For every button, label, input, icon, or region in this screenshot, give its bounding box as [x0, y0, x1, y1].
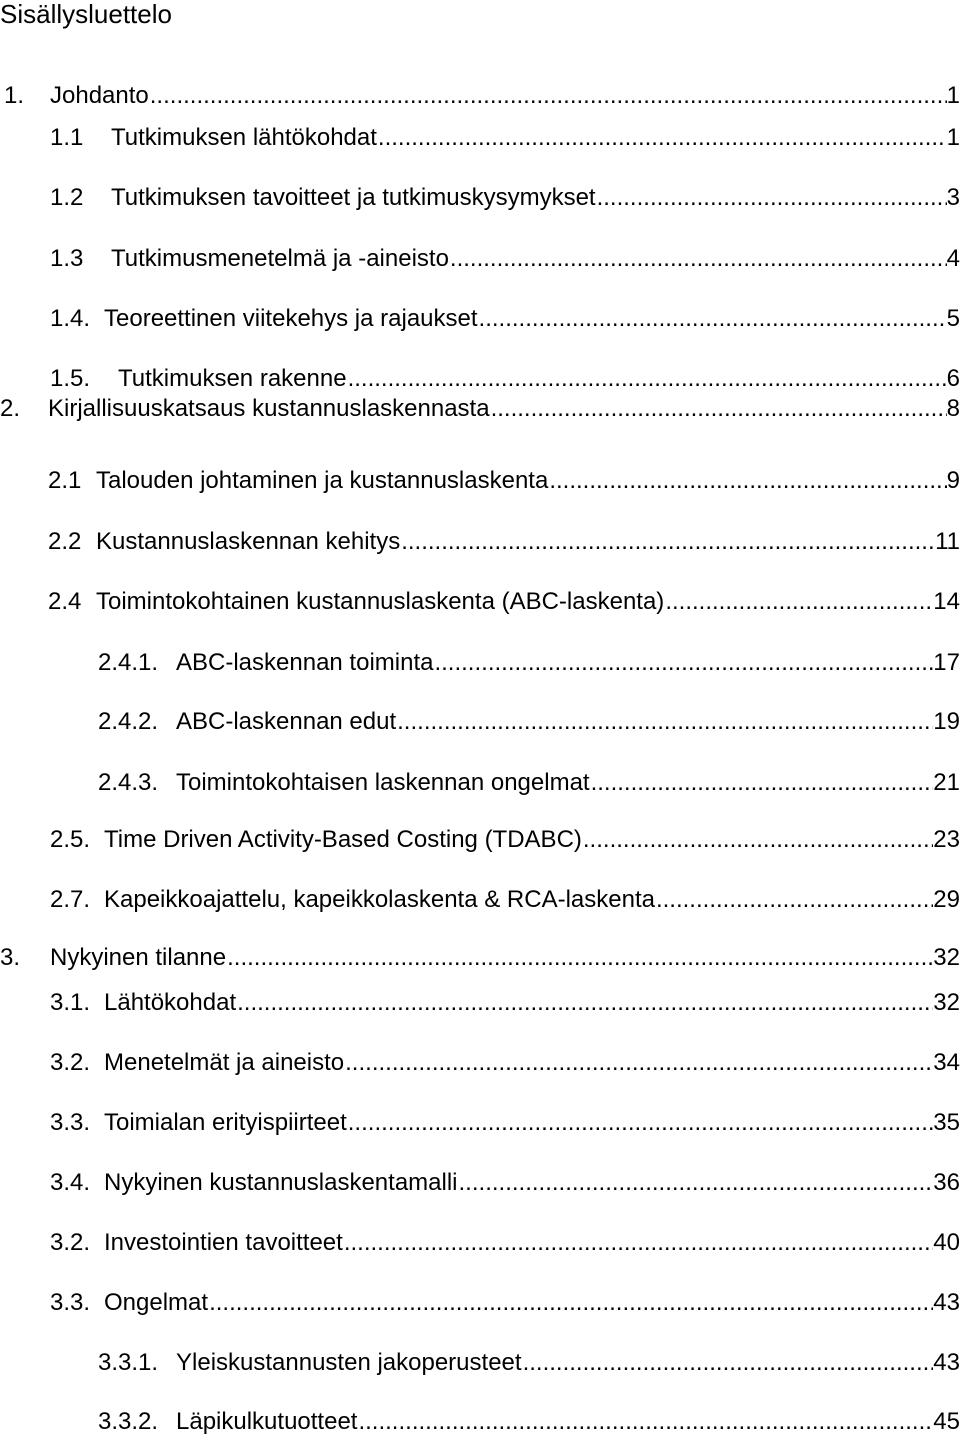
toc-entry-page: 4 [946, 245, 960, 272]
toc-dot-leader [227, 942, 933, 974]
toc-dot-leader [597, 182, 947, 214]
toc-entry-number: 2.7. [50, 886, 91, 913]
toc-entry-number: 2.4 [48, 588, 82, 615]
toc-entry-title: ABC-laskennan edut [176, 708, 397, 735]
toc-entry[interactable] [0, 243, 960, 275]
toc-dot-leader [397, 706, 933, 738]
toc-entry-page: 43 [933, 1349, 960, 1376]
toc-entry-number: 3.2. [50, 1229, 91, 1256]
toc-dot-leader [434, 647, 933, 679]
toc-entry[interactable] [0, 706, 960, 738]
toc-entry-page: 9 [946, 467, 960, 494]
toc-dot-leader [345, 1047, 933, 1079]
toc-entry-number: 3.3.2. [98, 1408, 159, 1435]
toc-entry[interactable] [0, 303, 960, 335]
toc-entry-page: 32 [933, 989, 960, 1016]
toc-dot-leader [491, 393, 947, 425]
toc-dot-leader [348, 363, 947, 395]
toc-entry-number: 1. [4, 82, 25, 109]
toc-entry-title: Nykyinen tilanne [50, 944, 227, 971]
toc-dot-leader [209, 1287, 933, 1319]
toc-entry-page: 5 [946, 305, 960, 332]
toc-entry-title: Tutkimuksen lähtökohdat [111, 124, 377, 151]
toc-entry-number: 2.4.3. [98, 769, 159, 796]
toc-dot-leader [348, 1107, 934, 1139]
toc-entry-page: 43 [933, 1289, 960, 1316]
toc-entry[interactable] [0, 465, 960, 497]
toc-entry-page: 1 [946, 82, 960, 109]
toc-entry-number: 2.4.2. [98, 708, 159, 735]
toc-entry-title: Kirjallisuuskatsaus kustannuslaskennasta [48, 395, 490, 422]
toc-entry[interactable] [0, 80, 960, 112]
toc-entry-title: Toimintokohtainen kustannuslaskenta (ABC-laskenta) [96, 588, 665, 615]
toc-entry[interactable] [0, 647, 960, 679]
toc-entry[interactable] [0, 1287, 960, 1319]
toc-entry-number: 2.1 [48, 467, 82, 494]
toc-entry-title: Time Driven Activity-Based Costing (TDABC) [104, 826, 582, 853]
toc-dot-leader [450, 243, 947, 275]
toc-entry-number: 3.2. [50, 1049, 91, 1076]
toc-entry[interactable] [0, 1347, 960, 1379]
toc-entry-number: 1.5. [50, 365, 91, 392]
toc-entry-number: 2.4.1. [98, 649, 159, 676]
toc-entry-page: 34 [933, 1049, 960, 1076]
toc-entry-page: 23 [933, 826, 960, 853]
toc-entry-number: 3.4. [50, 1169, 91, 1196]
toc-entry-title: Kapeikkoajattelu, kapeikkolaskenta & RCA-laskenta [104, 886, 655, 913]
toc-entry-number: 1.3 [50, 245, 84, 272]
toc-entry-number: 3.3. [50, 1289, 91, 1316]
toc-entry-title: Teoreettinen viitekehys ja rajaukset [104, 305, 478, 332]
toc-title: Sisällysluettelo [0, 0, 172, 29]
toc-dot-leader [549, 465, 946, 497]
toc-entry-title: Toimintokohtaisen laskennan ongelmat [176, 769, 590, 796]
toc-entry-title: Tutkimuksen tavoitteet ja tutkimuskysymykset [111, 184, 596, 211]
toc-entry[interactable] [0, 824, 960, 856]
toc-entry-page: 14 [933, 588, 960, 615]
toc-entry-title: Johdanto [50, 82, 149, 109]
toc-entry-page: 19 [933, 708, 960, 735]
toc-entry-title: Talouden johtaminen ja kustannuslaskenta [96, 467, 549, 494]
toc-entry-page: 45 [933, 1408, 960, 1435]
toc-entry[interactable] [0, 1047, 960, 1079]
toc-dot-leader [479, 303, 947, 335]
toc-entry-title: Kustannuslaskennan kehitys [96, 528, 401, 555]
toc-entry-number: 2.5. [50, 826, 91, 853]
toc-entry-number: 3.3. [50, 1109, 91, 1136]
toc-entry-title: Lähtökohdat [104, 989, 237, 1016]
toc-entry[interactable] [0, 182, 960, 214]
toc-dot-leader [237, 987, 933, 1019]
toc-entry-page: 8 [946, 395, 960, 422]
toc-entry-page: 36 [933, 1169, 960, 1196]
toc-entry[interactable] [0, 1227, 960, 1259]
toc-entry[interactable] [0, 393, 960, 425]
toc-entry-number: 1.2 [50, 184, 84, 211]
toc-entry-page: 29 [933, 886, 960, 913]
toc-entry-page: 17 [933, 649, 960, 676]
toc-entry-page: 1 [946, 124, 960, 151]
toc-entry-page: 32 [933, 944, 960, 971]
toc-entry-page: 3 [946, 184, 960, 211]
toc-entry[interactable] [0, 767, 960, 799]
toc-entry-number: 3. [0, 944, 21, 971]
toc-entry-number: 1.1 [50, 124, 84, 151]
toc-entry-title: Tutkimusmenetelmä ja -aineisto [111, 245, 449, 272]
toc-entry-title: Tutkimuksen rakenne [118, 365, 347, 392]
toc-entry-number: 1.4. [50, 305, 91, 332]
toc-entry-title: Läpikulkutuotteet [176, 1408, 358, 1435]
toc-entry-number: 3.1. [50, 989, 91, 1016]
toc-entry[interactable] [0, 363, 960, 395]
toc-dot-leader [358, 1406, 933, 1438]
toc-entry[interactable] [0, 1107, 960, 1139]
toc-entry[interactable] [0, 1167, 960, 1199]
toc-entry[interactable] [0, 942, 960, 974]
toc-dot-leader [459, 1167, 934, 1199]
toc-entry-page: 6 [946, 365, 960, 392]
toc-entry-title: Menetelmät ja aineisto [104, 1049, 345, 1076]
toc-entry-page: 21 [933, 769, 960, 796]
toc-entry-page: 35 [933, 1109, 960, 1136]
toc-entry-title: Yleiskustannusten jakoperusteet [176, 1349, 522, 1376]
toc-entry[interactable] [0, 884, 960, 916]
toc-dot-leader [656, 884, 933, 916]
toc-dot-leader [523, 1347, 934, 1379]
toc-entry-title: ABC-laskennan toiminta [176, 649, 434, 676]
toc-dot-leader [344, 1227, 933, 1259]
toc-entry[interactable] [0, 987, 960, 1019]
toc-entry[interactable] [0, 122, 960, 154]
toc-dot-leader [378, 122, 947, 154]
toc-entry[interactable] [0, 586, 960, 618]
toc-entry-title: Investointien tavoitteet [104, 1229, 343, 1256]
toc-entry-page: 40 [933, 1229, 960, 1256]
toc-dot-leader [591, 767, 934, 799]
toc-dot-leader [665, 586, 933, 618]
toc-entry-title: Toimialan erityispiirteet [104, 1109, 347, 1136]
toc-entry-page: 11 [935, 528, 960, 555]
toc-entry[interactable] [0, 1406, 960, 1438]
toc-entry-title: Nykyinen kustannuslaskentamalli [104, 1169, 458, 1196]
toc-dot-leader [401, 526, 935, 558]
toc-entry-number: 3.3.1. [98, 1349, 159, 1376]
toc-dot-leader [583, 824, 933, 856]
toc-entry-number: 2.2 [48, 528, 82, 555]
toc-entry[interactable] [0, 526, 960, 558]
toc-dot-leader [150, 80, 947, 112]
toc-entry-number: 2. [0, 395, 21, 422]
toc-entry-title: Ongelmat [104, 1289, 209, 1316]
